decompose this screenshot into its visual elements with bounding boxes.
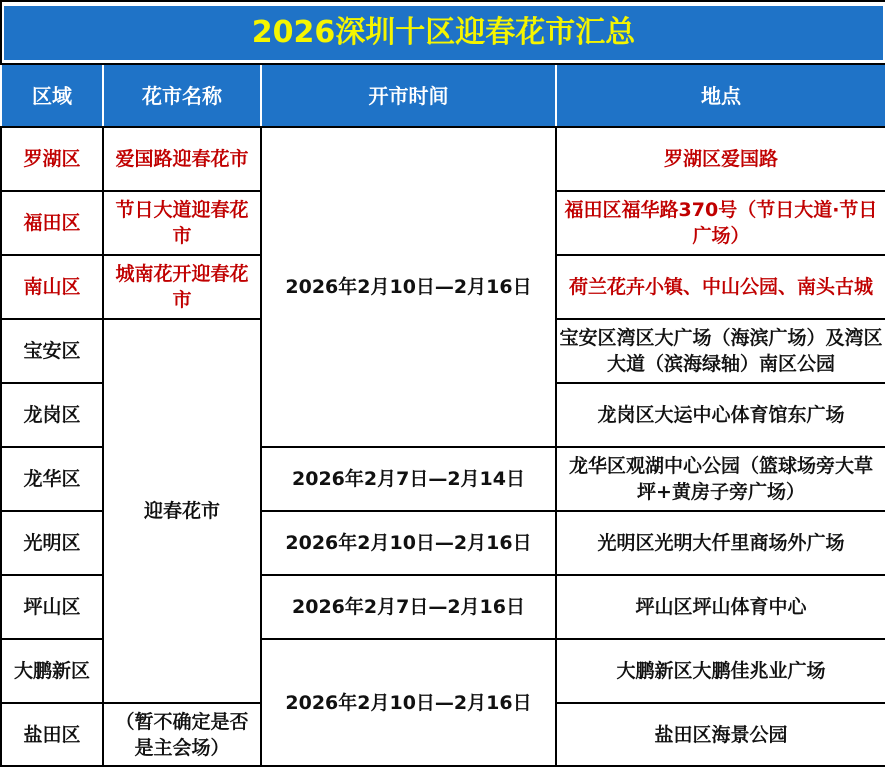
district-cell: 宝安区 <box>1 319 103 383</box>
location-cell: 福田区福华路370号（节日大道·节日广场） <box>556 191 885 255</box>
district-cell: 大鹏新区 <box>1 639 103 703</box>
shared-market-name-cell: 迎春花市 <box>103 319 261 703</box>
market-name-cell: 城南花开迎春花市 <box>103 255 261 319</box>
location-cell: 罗湖区爱国路 <box>556 127 885 191</box>
header-location: 地点 <box>556 64 885 127</box>
open-time-cell: 2026年2月7日—2月14日 <box>261 447 556 511</box>
district-cell: 罗湖区 <box>1 127 103 191</box>
page-title: 2026深圳十区迎春花市汇总 <box>2 4 885 62</box>
header-market-name: 花市名称 <box>103 64 261 127</box>
district-cell: 光明区 <box>1 511 103 575</box>
district-cell: 龙华区 <box>1 447 103 511</box>
location-cell: 龙华区观湖中心公园（篮球场旁大草坪+黄房子旁广场） <box>556 447 885 511</box>
open-time-cell: 2026年2月7日—2月16日 <box>261 575 556 639</box>
location-cell: 光明区光明大仟里商场外广场 <box>556 511 885 575</box>
title-cell <box>1 1 885 64</box>
district-cell: 龙岗区 <box>1 383 103 447</box>
location-cell: 坪山区坪山体育中心 <box>556 575 885 639</box>
title-row <box>1 1 885 64</box>
district-cell: 南山区 <box>1 255 103 319</box>
header-open-time: 开市时间 <box>261 64 556 127</box>
location-text: 宝安区湾区大广场（海滨广场）及湾区大道（滨海绿轴）南区公园 <box>559 327 883 375</box>
district-cell: 福田区 <box>1 191 103 255</box>
district-cell: 坪山区 <box>1 575 103 639</box>
open-time-cell: 2026年2月10日—2月16日 <box>261 511 556 575</box>
open-time-cell: 2026年2月10日—2月16日 <box>261 639 556 766</box>
market-name-cell: （暂不确定是否是主会场） <box>103 703 261 766</box>
market-name-cell: 爱国路迎春花市 <box>103 127 261 191</box>
location-cell: 盐田区海景公园 <box>556 703 885 766</box>
location-cell: 荷兰花卉小镇、中山公园、南头古城 <box>556 255 885 319</box>
market-name-cell: 节日大道迎春花市 <box>103 191 261 255</box>
table-row <box>1 127 885 191</box>
header-district: 区域 <box>1 64 103 127</box>
open-time-cell: 2026年2月10日—2月16日 <box>261 127 556 447</box>
header-row <box>1 64 885 127</box>
location-cell <box>556 319 885 383</box>
location-cell: 大鹏新区大鹏佳兆业广场 <box>556 639 885 703</box>
location-cell: 龙岗区大运中心体育馆东广场 <box>556 383 885 447</box>
district-cell: 盐田区 <box>1 703 103 766</box>
